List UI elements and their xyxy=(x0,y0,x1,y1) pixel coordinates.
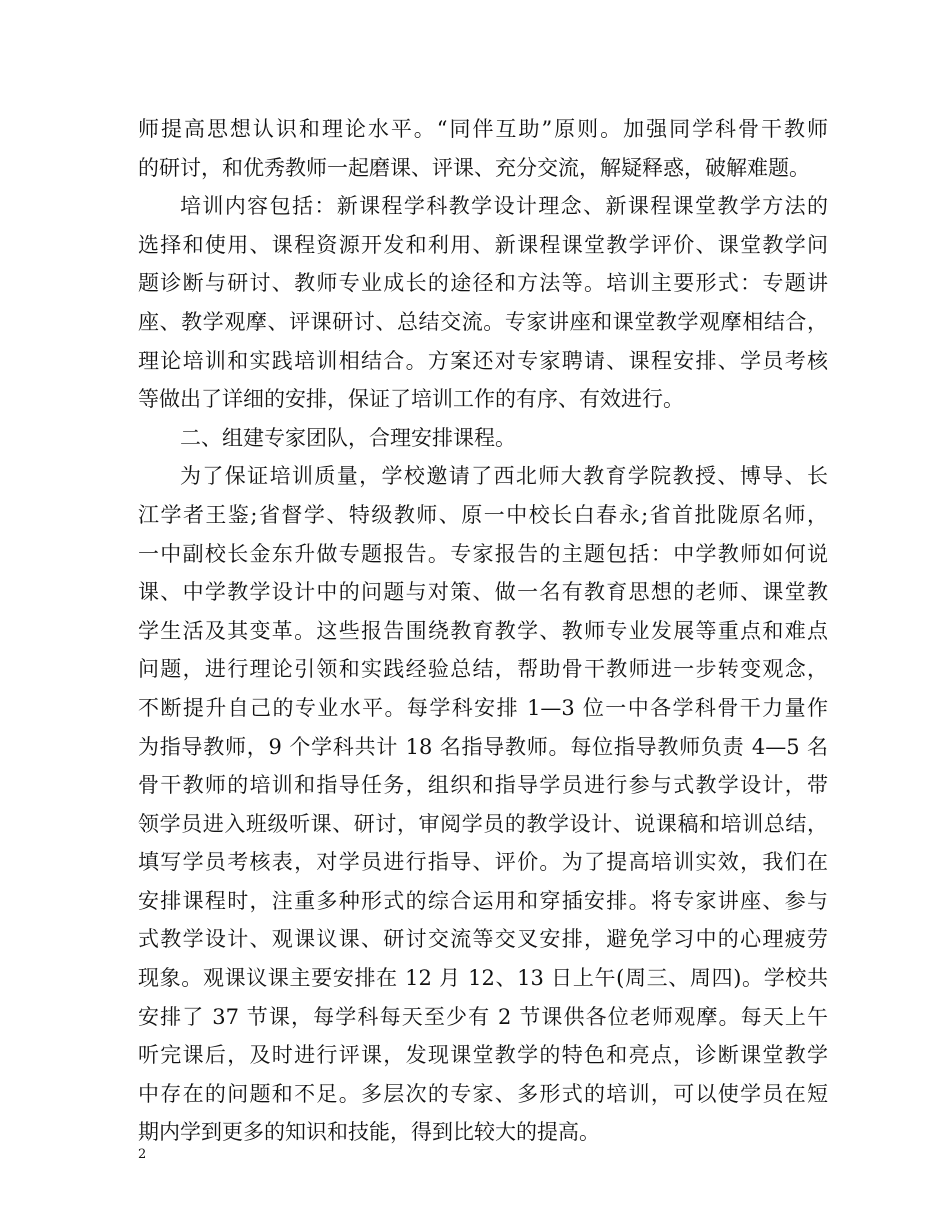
text-line: 安排课程时，注重多种形式的综合运用和穿插安排。将专家讲座、参与 xyxy=(138,888,828,913)
text-line: 题诊断与研讨、教师专业成长的途径和方法等。培训主要形式：专题讲 xyxy=(138,271,828,296)
text-line: 问题，进行理论引领和实践经验总结，帮助骨干教师进一步转变观念， xyxy=(138,657,828,682)
text-line: 现象。观课议课主要安排在 12 月 12、13 日上午(周三、周四)。学校共 xyxy=(138,966,828,991)
text-line: 式教学设计、观课议课、研讨交流等交叉安排，避免学习中的心理疲劳 xyxy=(138,927,828,952)
text-line: 为指导教师，9 个学科共计 18 名指导教师。每位指导教师负责 4—5 名 xyxy=(138,734,828,759)
text-line: 一中副校长金东升做专题报告。专家报告的主题包括：中学教师如何说 xyxy=(138,541,828,566)
text-line: 为了保证培训质量，学校邀请了西北师大教育学院教授、博导、长 xyxy=(180,464,828,489)
text-line: 领学员进入班级听课、研讨，审阅学员的教学设计、说课稿和培训总结， xyxy=(138,811,828,836)
page-number: 2 xyxy=(138,1147,147,1162)
text-line: 座、教学观摩、评课研讨、总结交流。专家讲座和课堂教学观摩相结合， xyxy=(138,309,828,334)
text-line: 选择和使用、课程资源开发和利用、新课程课堂教学评价、课堂教学问 xyxy=(138,232,828,257)
text-line: 填写学员考核表，对学员进行指导、评价。为了提高培训实效，我们在 xyxy=(138,850,828,875)
text-line: 听完课后，及时进行评课，发现课堂教学的特色和亮点，诊断课堂教学 xyxy=(138,1043,828,1068)
text-line: 理论培训和实践培训相结合。方案还对专家聘请、课程安排、学员考核 xyxy=(138,348,828,373)
body-text xyxy=(138,110,828,1152)
text-line: 中存在的问题和不足。多层次的专家、多形式的培训，可以使学员在短 xyxy=(138,1081,828,1106)
text-line: 不断提升自己的专业水平。每学科安排 1—3 位一中各学科骨干力量作 xyxy=(138,695,828,720)
section-heading: 二、组建专家团队，合理安排课程。 xyxy=(180,425,516,450)
text-line: 学生活及其变革。这些报告围绕教育教学、教师专业发展等重点和难点 xyxy=(138,618,828,643)
text-line: 安排了 37 节课，每学科每天至少有 2 节课供各位老师观摩。每天上午 xyxy=(138,1004,828,1029)
text-line: 课、中学教学设计中的问题与对策、做一名有教育思想的老师、课堂教 xyxy=(138,580,828,605)
text-line: 江学者王鉴;省督学、特级教师、原一中校长白春永;省首批陇原名师， xyxy=(138,502,828,527)
text-line: 的研讨，和优秀教师一起磨课、评课、充分交流，解疑释惑，破解难题。 xyxy=(138,155,810,180)
text-line: 期内学到更多的知识和技能，得到比较大的提高。 xyxy=(138,1120,600,1145)
text-line: 师提高思想认识和理论水平。“同伴互助”原则。加强同学科骨干教师 xyxy=(138,117,828,141)
text-line: 培训内容包括：新课程学科教学设计理念、新课程课堂教学方法的 xyxy=(180,194,828,219)
text-line: 等做出了详细的安排，保证了培训工作的有序、有效进行。 xyxy=(138,387,684,412)
text-line: 骨干教师的培训和指导任务，组织和指导学员进行参与式教学设计，带 xyxy=(138,773,828,798)
